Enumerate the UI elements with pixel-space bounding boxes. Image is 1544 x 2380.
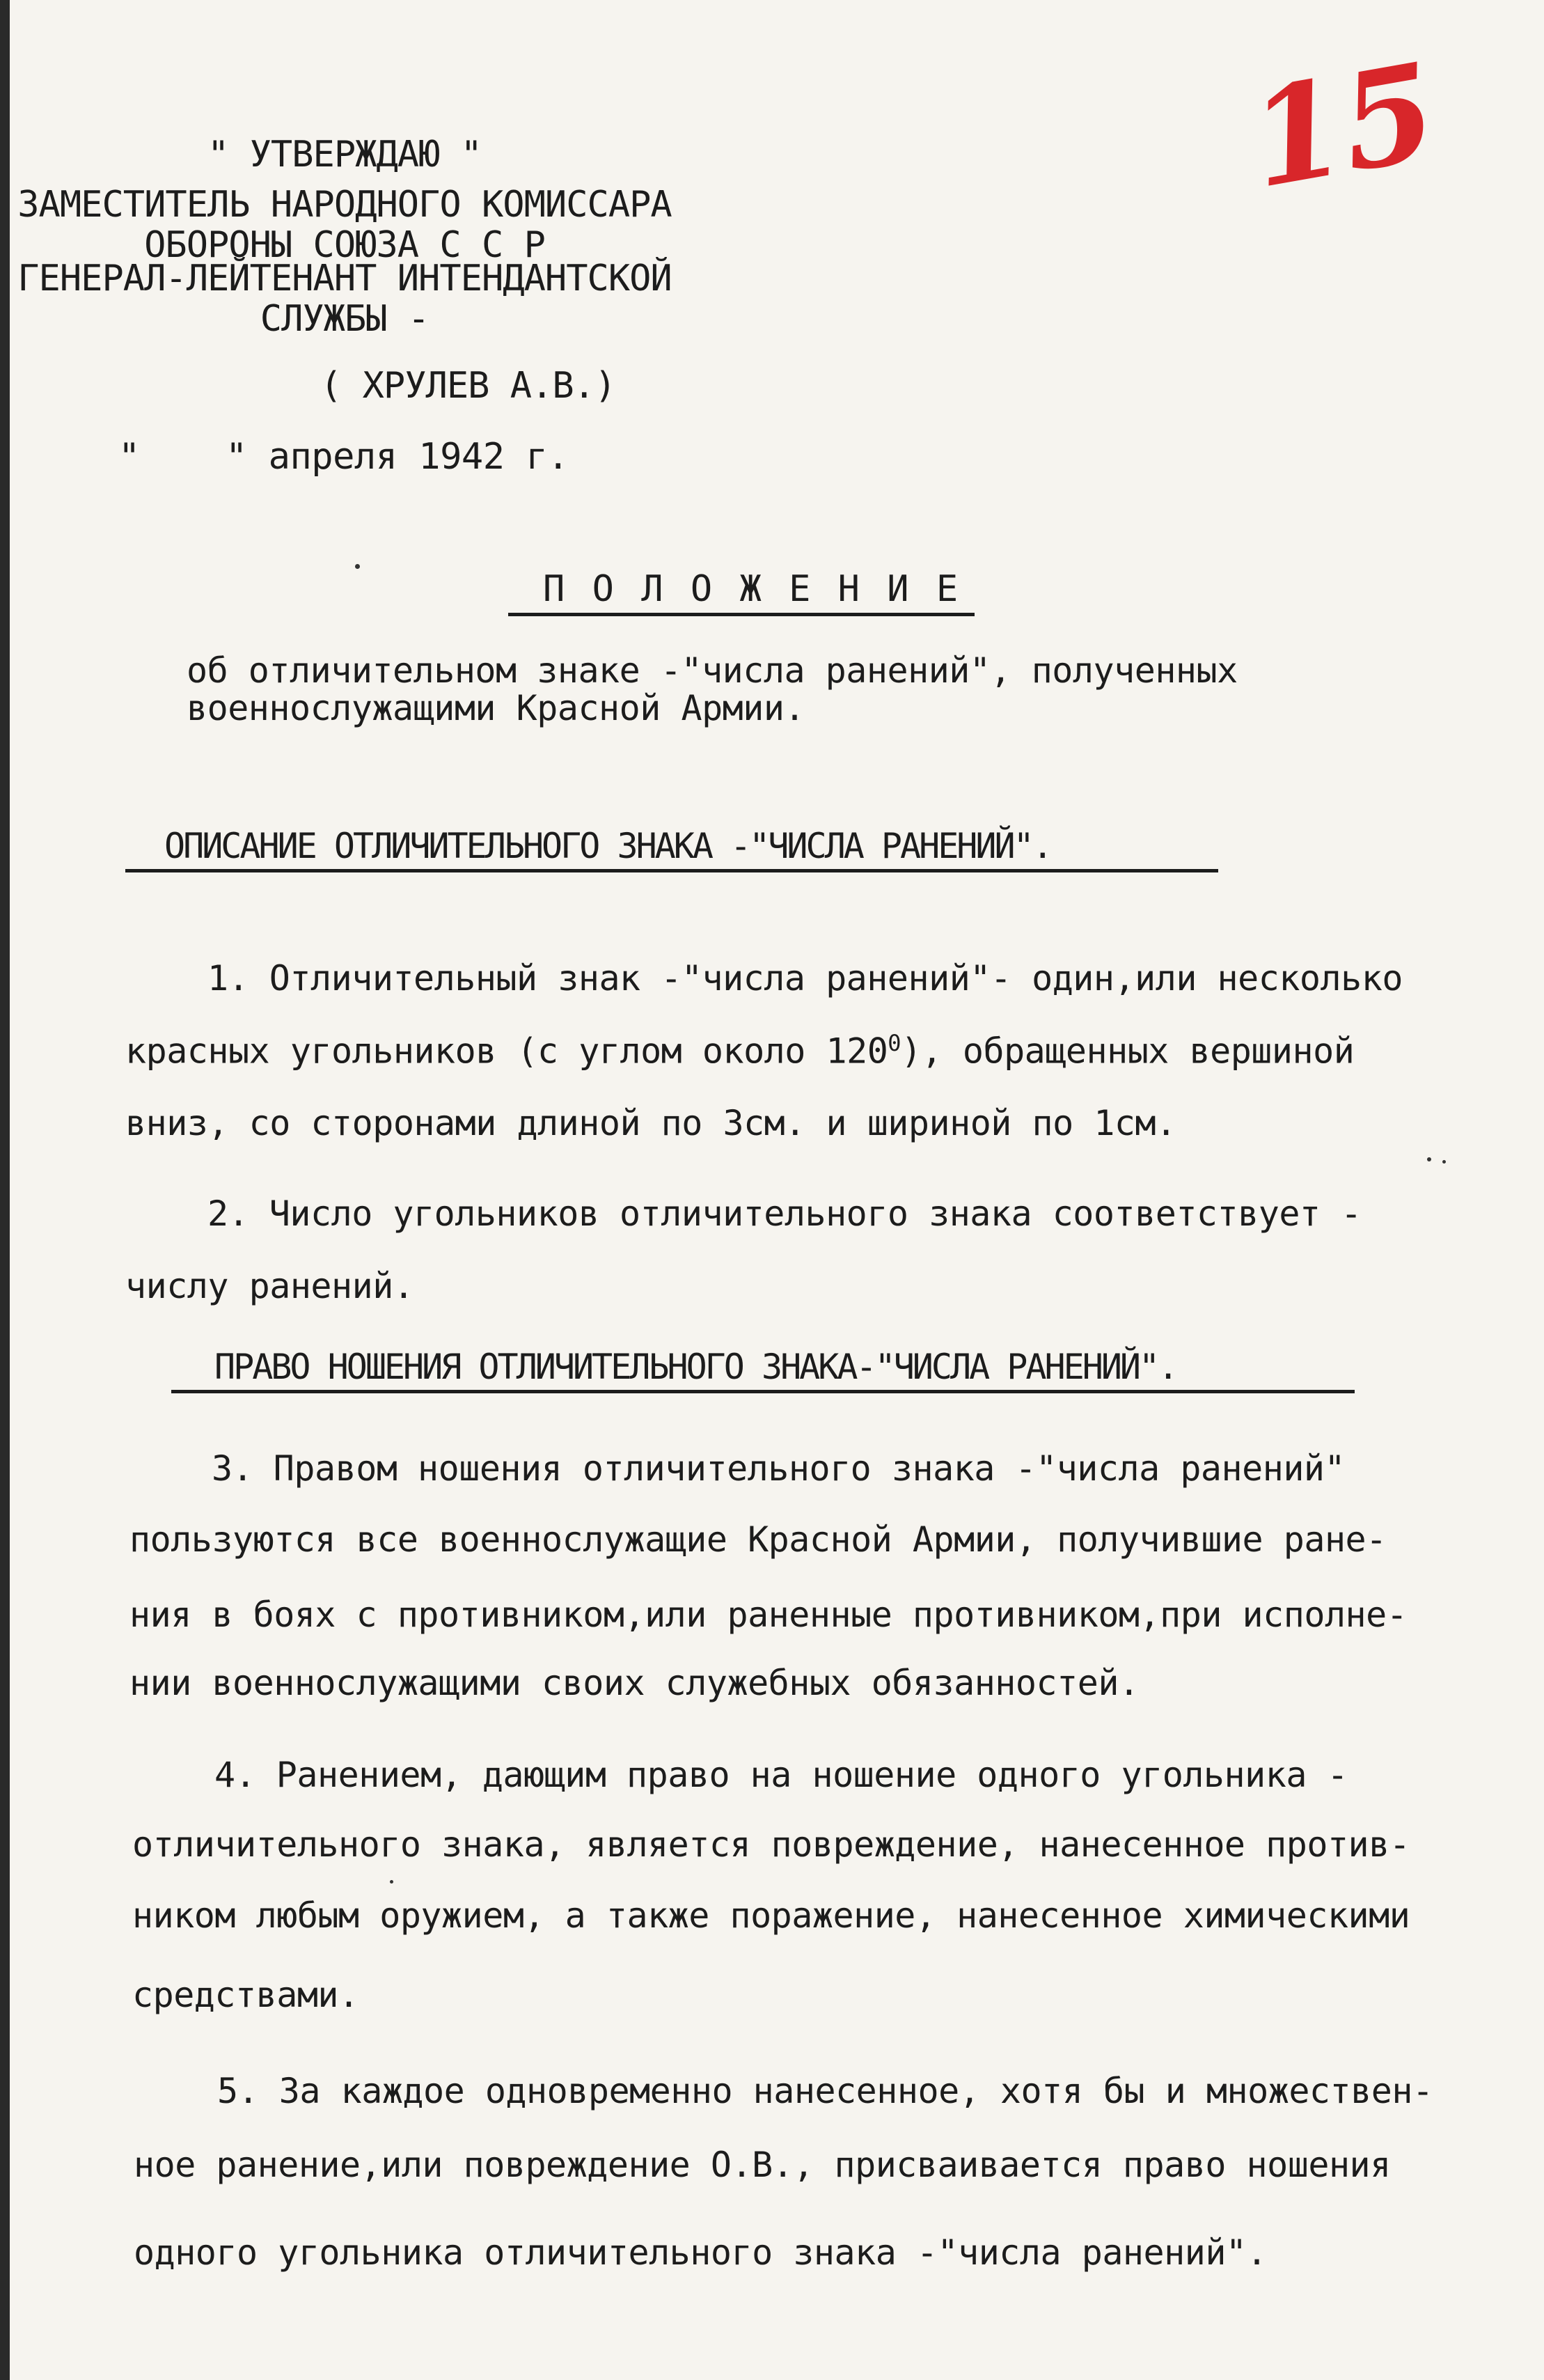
title-underline — [508, 613, 975, 616]
paragraph1-line2 — [125, 1030, 1355, 1072]
scan-speck — [1427, 1157, 1431, 1161]
approval-signatory: ( ХРУЛЕВ А.В.) — [320, 365, 616, 407]
paragraph5-line3: одного угольника отличительного знака -"числа ранений". — [134, 2232, 1268, 2273]
paragraph3-line1: 3. Правом ношения отличительного знака -"числа ранений" — [212, 1448, 1346, 1489]
paragraph1-line3: вниз, со сторонами длиной по 3см. и шириной по 1см. — [125, 1103, 1176, 1143]
scan-speck — [1442, 1160, 1446, 1164]
paragraph1-line1: 1. Отличительный знак -"числа ранений"- один,или несколько — [207, 958, 1403, 999]
section2-heading-underline — [171, 1390, 1355, 1393]
paragraph5-line2: ное ранение,или повреждение О.В., присваивается право ношения — [134, 2145, 1391, 2185]
document-title: П О Л О Ж Е Н И Е — [543, 568, 961, 610]
handwritten-page-number — [1238, 33, 1447, 219]
approval-position-line1: ЗАМЕСТИТЕЛЬ НАРОДНОГО КОМИССАРА — [17, 184, 672, 226]
degree-superscript: 0 — [888, 1030, 901, 1056]
paragraph3-line2: пользуются все военнослужащие Красной Армии, получившие ране- — [129, 1519, 1387, 1560]
paragraph2-line2: числу ранений. — [125, 1266, 414, 1306]
approval-rank-line2: СЛУЖБЫ - — [260, 298, 430, 340]
page-number-text: 15 — [1238, 33, 1447, 219]
paragraph4-line4: средствами. — [132, 1975, 359, 2015]
section1-heading: ОПИСАНИЕ ОТЛИЧИТЕЛЬНОГО ЗНАКА -"ЧИСЛА РАНЕНИЙ". — [164, 826, 1051, 866]
paragraph4-line2: отличительного знака, является повреждение, нанесенное против- — [132, 1824, 1410, 1865]
scan-edge — [0, 0, 10, 2380]
approval-heading: " УТВЕРЖДАЮ " — [207, 134, 482, 175]
section1-heading-underline — [125, 869, 1218, 872]
paragraph1-line2-text: красных угольников (с углом около 120 — [125, 1031, 888, 1072]
approval-rank-line1: ГЕНЕРАЛ-ЛЕЙТЕНАНТ ИНТЕНДАНТСКОЙ — [17, 258, 672, 299]
subtitle-line1: об отличительном знаке -"числа ранений", полученных — [187, 650, 1238, 691]
scan-speck — [390, 1880, 393, 1884]
subtitle-line2: военнослужащими Красной Армии. — [187, 688, 805, 728]
approval-date: " " апреля 1942 г. — [118, 436, 569, 478]
paragraph4-line3: ником любым оружием, а также поражение, нанесенное химическими — [132, 1895, 1410, 1936]
paragraph3-line4: нии военнослужащими своих служебных обязанностей. — [129, 1663, 1140, 1703]
paragraph2-line1: 2. Число угольников отличительного знака соответствует - — [207, 1193, 1362, 1234]
paragraph3-line3: ния в боях с противником,или раненные противником,при исполне- — [129, 1595, 1408, 1635]
approval-position-line2: ОБОРОНЫ СОЮЗА С С Р — [144, 224, 545, 266]
scan-speck — [355, 564, 360, 569]
paragraph5-line1: 5. За каждое одновременно нанесенное, хотя бы и множествен- — [217, 2071, 1433, 2111]
paragraph4-line1: 4. Ранением, дающим право на ношение одного угольника - — [214, 1755, 1348, 1795]
section2-heading: ПРАВО НОШЕНИЯ ОТЛИЧИТЕЛЬНОГО ЗНАКА-"ЧИСЛА РАНЕНИЙ". — [214, 1347, 1177, 1387]
paragraph1-line2-text-end: ), обращенных вершиной — [901, 1031, 1355, 1072]
